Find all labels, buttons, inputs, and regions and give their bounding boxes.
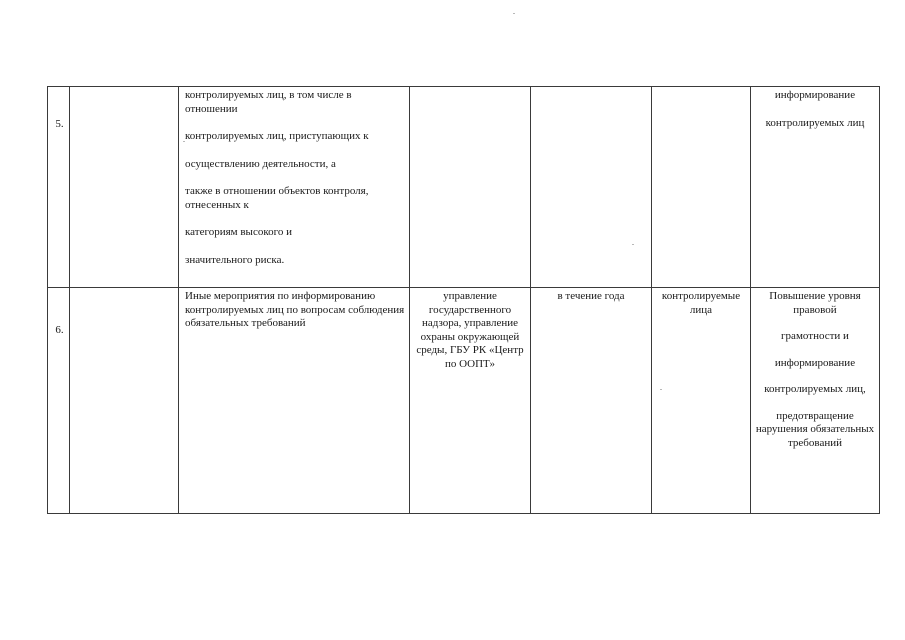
- result-line: информирование: [774, 356, 856, 369]
- row-number: 6.: [55, 324, 64, 336]
- plan-table: [47, 86, 880, 514]
- measure-line: категориям высокого и: [185, 226, 292, 238]
- measure-cell: [179, 87, 410, 288]
- row-number-cell: [48, 87, 70, 288]
- period-cell: [531, 87, 652, 288]
- result-line: контролируемых лиц,: [764, 383, 866, 395]
- responsible-text: управление государственного надзора, управление охраны окружающей среды, ГБУ РК «Центр по ООПТ»: [416, 290, 524, 370]
- result-line: контролируемых лиц: [765, 116, 865, 129]
- measure-line: Иные мероприятия по информированию контролируемых лиц по вопросам соблюдения обязательных требований: [185, 290, 405, 329]
- empty-cell: [70, 87, 179, 288]
- period-text: [531, 87, 651, 89]
- result-line: грамотности и: [781, 330, 849, 342]
- result-line: информирование: [774, 89, 856, 101]
- table-row: [48, 87, 880, 288]
- measure-line: контролируемых лиц, в том числе в отношении: [185, 89, 352, 115]
- subjects-text: [652, 87, 750, 89]
- row-number-cell: [48, 288, 70, 514]
- row-number: 5.: [55, 118, 64, 130]
- result-cell: [751, 87, 880, 288]
- period-cell: [531, 288, 652, 514]
- responsible-text: [410, 87, 530, 89]
- result-line: предотвращение нарушения обязательных требований: [755, 409, 875, 449]
- subjects-cell: [652, 87, 751, 288]
- result-line: Повышение уровня правовой: [769, 290, 861, 316]
- measure-line: значительного риска.: [185, 253, 285, 266]
- result-cell: [751, 288, 880, 514]
- responsible-cell: [410, 87, 531, 288]
- measure-cell: [179, 288, 410, 514]
- responsible-cell: [410, 288, 531, 514]
- period-text: в течение года: [557, 290, 625, 302]
- scan-speck: [513, 13, 515, 14]
- measure-line: контролируемых лиц, приступающих к: [185, 130, 369, 142]
- measure-line: осуществлению деятельности, а: [185, 157, 336, 170]
- measure-line: также в отношении объектов контроля, отнесенных к: [185, 185, 369, 211]
- table-row: [48, 288, 880, 514]
- subjects-cell: [652, 288, 751, 514]
- empty-cell: [70, 288, 179, 514]
- subjects-text: контролируемые лица: [661, 290, 741, 316]
